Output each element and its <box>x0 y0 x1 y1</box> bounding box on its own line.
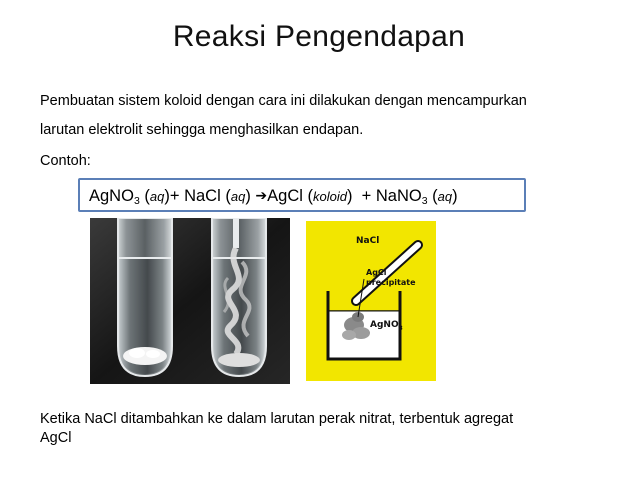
caption-line-2: AgCl <box>40 430 72 446</box>
intro-line-1: Pembuatan sistem koloid dengan cara ini dilakukan dengan mencampurkan <box>40 93 527 109</box>
caption-line-1: Ketika NaCl ditambahkan ke dalam larutan perak nitrat, terbentuk agregat <box>40 411 514 427</box>
eq-product-2-sub: 3 <box>421 195 428 207</box>
label-agno3-main: AgNO <box>370 320 399 330</box>
precipitation-diagram <box>306 221 436 381</box>
slide-title: Reaksi Pengendapan <box>172 20 466 53</box>
label-precipitate: precipitate <box>366 278 416 287</box>
test-tubes-photo <box>90 218 290 384</box>
label-agno3-sub: 3 <box>398 325 403 332</box>
intro-line-2: larutan elektrolit sehingga menghasilkan endapan. <box>40 122 364 138</box>
example-label: Contoh: <box>40 153 91 169</box>
test-tubes-illustration <box>90 218 290 384</box>
label-agcl: AgCl <box>366 268 387 277</box>
beaker-diagram-illustration <box>306 221 436 381</box>
eq-reactant-2: + NaCl <box>169 187 221 205</box>
equation-box: AgNO$_3$ (aq)+ NaCl (aq) ➔AgCl (koloid) + NaNO$_3$ (aq) <box>78 178 526 212</box>
eq-reactant-1-state: aq <box>149 189 165 204</box>
eq-product-1: AgCl <box>267 187 303 205</box>
eq-product-1-state: koloid <box>313 189 347 204</box>
eq-product-2-state: aq <box>437 189 453 204</box>
eq-reactant-1-sub: 3 <box>133 195 140 207</box>
eq-reactant-2-state: aq <box>230 189 246 204</box>
label-nacl: NaCl <box>356 236 380 246</box>
reaction-arrow-icon: ➔ <box>255 187 268 203</box>
eq-reactant-1: AgNO <box>89 187 134 205</box>
eq-product-2: + NaNO <box>361 187 422 205</box>
